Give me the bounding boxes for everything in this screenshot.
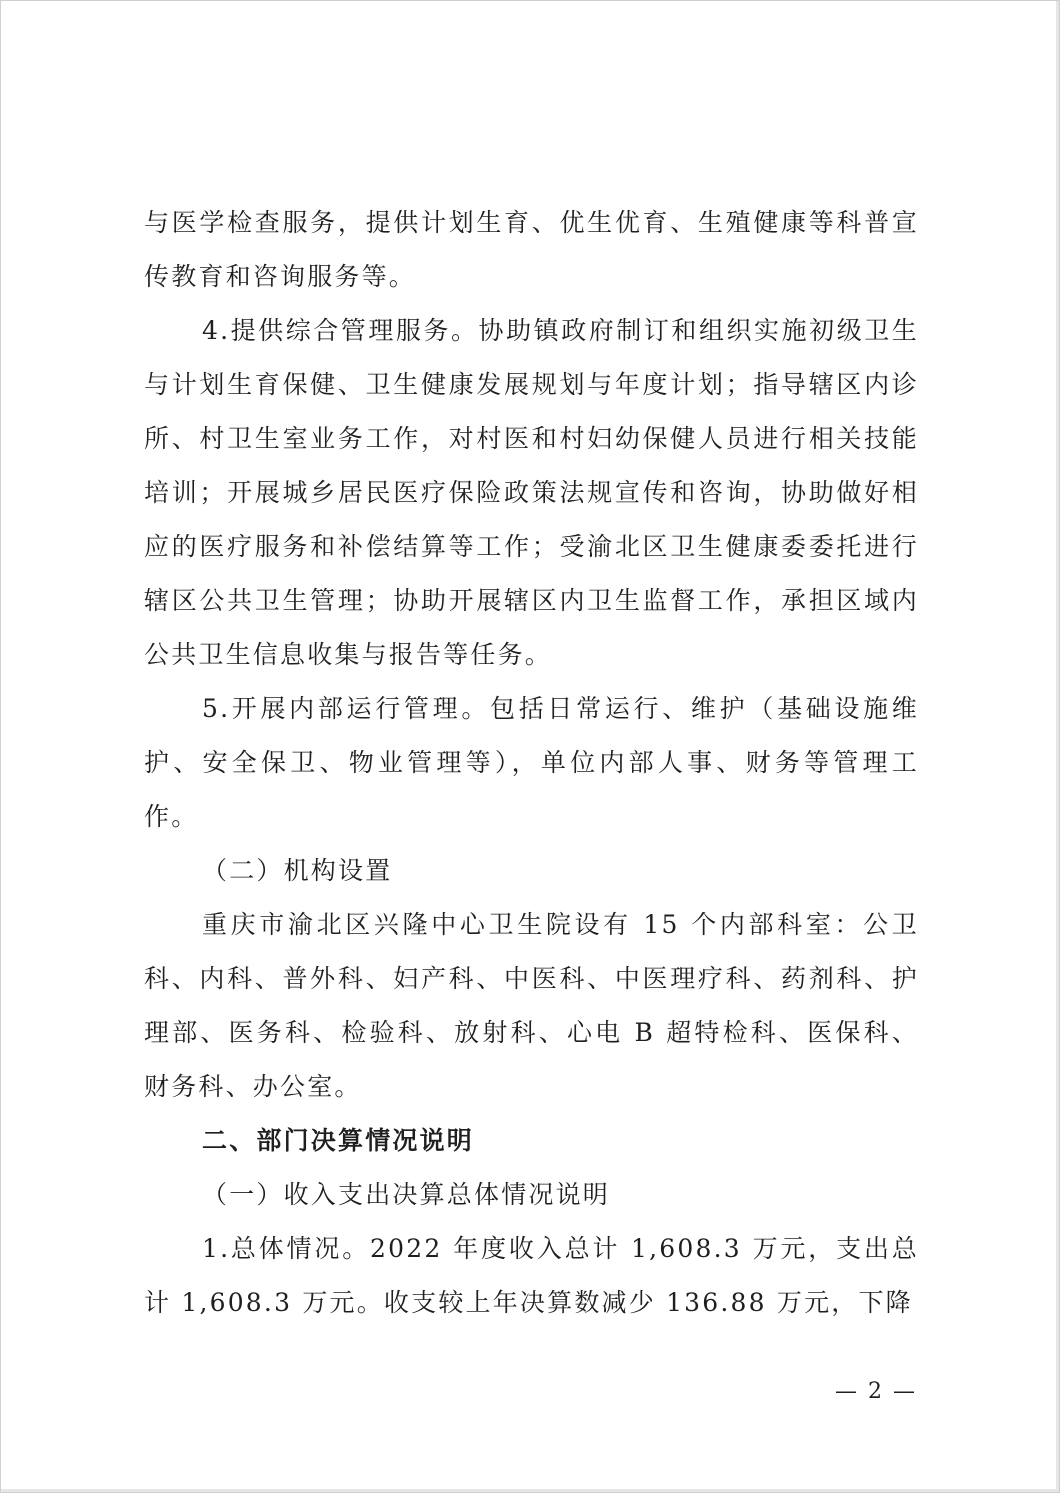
paragraph-internal-operations: 5.开展内部运行管理。包括日常运行、维护（基础设施维护、安全保卫、物业管理等），单位内部人事、财务等管理工作。 [144, 694, 919, 831]
section-heading-income-expenditure: （一）收入支出决算总体情况说明 [202, 1180, 611, 1209]
paragraph-continuation: 与医学检查服务，提供计划生育、优生优育、生殖健康等科普宣传教育和咨询服务等。 [144, 208, 919, 291]
page-number: — 2 — [835, 1379, 917, 1404]
section-heading-final-accounts: 二、部门决算情况说明 [202, 1126, 475, 1155]
document-body [144, 196, 919, 1330]
paragraph-overall-situation: 1.总体情况。2022 年度收入总计 1,608.3 万元，支出总计 1,608.3 万元。收支较上年决算数减少 136.88 万元，下降 [144, 1234, 919, 1317]
paragraph-comprehensive-management: 4.提供综合管理服务。协助镇政府制订和组织实施初级卫生与计划生育保健、卫生健康发展规划与年度计划；指导辖区内诊所、村卫生室业务工作，对村医和村妇幼保健人员进行相关技能培训；开展城乡居民医疗保险政策法规宣传和咨询，协助做好相应的医疗服务和补偿结算等工作；受渝北区卫生健康委委托进行辖区公共卫生管理；协助开展辖区内卫生监督工作，承担区域内公共卫生信息收集与报告等任务。 [144, 316, 919, 669]
paragraph-departments: 重庆市渝北区兴隆中心卫生院设有 15 个内部科室：公卫科、内科、普外科、妇产科、中医科、中医理疗科、药剂科、护理部、医务科、检验科、放射科、心电 B 超特检科、医保科、财务科、办公室。 [144, 910, 919, 1101]
section-heading-organization: （二）机构设置 [202, 856, 393, 885]
